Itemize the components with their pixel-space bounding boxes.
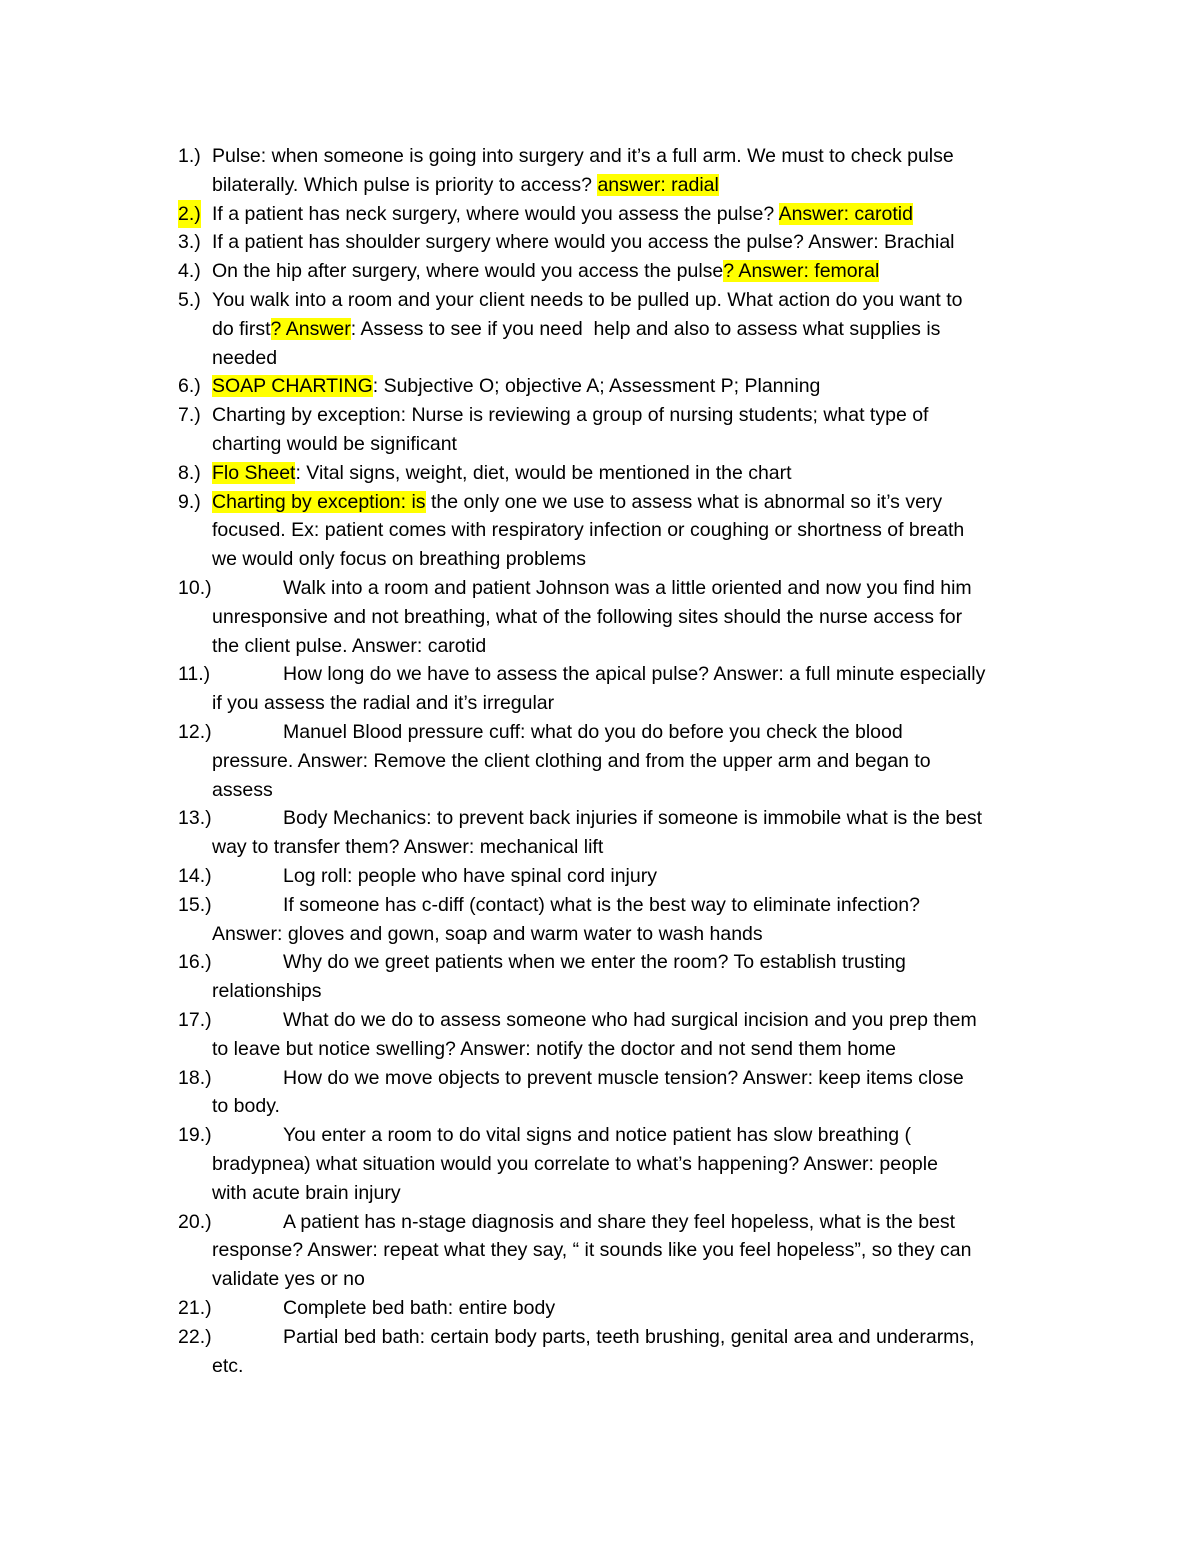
list-item-number: 13.) (178, 807, 212, 830)
list-item-text-line (212, 401, 928, 430)
text-segment: the client pulse. Answer: carotid (212, 634, 487, 657)
list-item-text-line (283, 718, 903, 747)
text-segment: You walk into a room and your client needs to be pulled up. What action do you want to (212, 289, 963, 311)
text-segment: assess (212, 778, 273, 801)
text-segment: Complete bed bath: entire body (283, 1297, 556, 1319)
list-item-number: 16.) (178, 951, 212, 974)
list-item-text-line (212, 1179, 401, 1208)
list-item-number: 17.) (178, 1009, 212, 1031)
text-segment: Pulse: when someone is going into surgery and it’s a full arm. We must to check pulse (212, 145, 954, 167)
list-item-text-line (212, 315, 940, 344)
text-segment: Charting by exception: Nurse is reviewing a group of nursing students; what type of (212, 404, 929, 427)
list-item-text-line (212, 1035, 896, 1064)
list-item-text-line (212, 142, 954, 171)
list-item-text-line (212, 257, 879, 286)
list-item-text-line (212, 545, 586, 574)
list-item-text-line (212, 747, 931, 776)
list-item-text-line (283, 574, 972, 603)
text-segment: Body Mechanics: to prevent back injuries if someone is immobile what is the best (283, 807, 983, 830)
text-segment: If a patient has shoulder surgery where would you access the pulse? Answer: Brachial (212, 231, 955, 254)
list-item-number: 20.) (178, 1210, 212, 1233)
highlighted-text: ? Answer (270, 317, 351, 340)
list-item-number: 3.) (178, 231, 201, 254)
highlighted-text: ? Answer: femoral (723, 260, 880, 283)
text-segment: You enter a room to do vital signs and notice patient has slow breathing ( (283, 1124, 911, 1147)
list-item-text-line (212, 459, 792, 488)
list-item-number: 14.) (178, 865, 212, 887)
text-segment: with acute brain injury (212, 1181, 401, 1204)
text-segment: bilaterally. Which pulse is priority to access? (212, 173, 598, 196)
highlighted-text: answer: radial (597, 173, 719, 196)
list-item-text-line (212, 632, 486, 661)
list-item-number: 10.) (178, 577, 212, 599)
list-item-text-line (283, 862, 657, 891)
list-item-text-line (212, 200, 913, 229)
list-item-text-line (212, 776, 273, 805)
list-item-number: 6.) (178, 375, 201, 398)
list-item-number: 21.) (178, 1297, 212, 1319)
list-item-text-line (212, 1150, 938, 1179)
text-segment: to leave but notice swelling? Answer: notify the doctor and not send them home (212, 1037, 896, 1060)
list-item-text-line (283, 804, 982, 833)
list-item-text-line (212, 372, 820, 401)
text-segment: Partial bed bath: certain body parts, teeth brushing, genital area and underarms, (283, 1325, 975, 1348)
list-item-text-line (283, 1006, 977, 1035)
list-item-text-line (212, 689, 554, 718)
list-item-number: 12.) (178, 721, 212, 743)
text-segment: Why do we greet patients when we enter the room? To establish trusting (283, 951, 906, 974)
highlighted-text: Flo Sheet (212, 461, 296, 484)
text-segment: relationships (212, 980, 322, 1003)
list-item-text-line (212, 977, 321, 1006)
text-segment: On the hip after surgery, where would you access the pulse (212, 260, 724, 283)
list-item-number: 7.) (178, 404, 201, 427)
text-segment: A patient has n-stage diagnosis and share they feel hopeless, what is the best (283, 1210, 956, 1233)
text-segment: response? Answer: repeat what they say, “ it sounds like you feel hopeless”, so they can (212, 1239, 972, 1262)
list-item-text-line (212, 920, 763, 949)
list-item-text-line (212, 228, 955, 257)
list-item-text-line (212, 1092, 280, 1121)
list-item-number: 9.) (178, 490, 201, 513)
list-item-text-line (212, 516, 964, 545)
text-segment: What do we do to assess someone who had surgical incision and you prep them (283, 1009, 977, 1031)
list-item-text-line (212, 1352, 243, 1381)
list-item-text-line (212, 1236, 971, 1265)
text-segment: Log roll: people who have spinal cord injury (283, 865, 657, 887)
text-segment: charting would be significant (212, 432, 457, 455)
text-segment: the only one we use to assess what is abnormal so it’s very (425, 490, 943, 513)
list-item-text-line (283, 1294, 555, 1323)
text-segment: do first (212, 317, 271, 340)
text-segment: to body. (212, 1095, 280, 1118)
highlighted-text: SOAP CHARTING (212, 375, 373, 398)
text-segment: we would only focus on breathing problems (212, 548, 586, 571)
list-item-text-line (212, 488, 942, 517)
list-item-number: 18.) (178, 1066, 212, 1089)
list-item-number: 15.) (178, 893, 212, 916)
list-item-text-line (283, 891, 920, 920)
list-item-text-line (283, 660, 985, 689)
list-item-text-line (212, 1265, 365, 1294)
list-item-text-line (283, 1208, 955, 1237)
text-segment: If someone has c-diff (contact) what is the best way to eliminate infection? (283, 893, 920, 916)
list-item-number: 1.) (178, 145, 201, 167)
text-segment: : Subjective O; objective A; Assessment P; Planning (372, 375, 821, 398)
text-segment: bradypnea) what situation would you correlate to what’s happening? Answer: people (212, 1152, 938, 1175)
list-item-text-line (212, 286, 963, 315)
list-item-number: 11.) (178, 663, 211, 686)
text-segment: if you assess the radial and it’s irregular (212, 692, 555, 715)
highlighted-text: Answer: carotid (778, 202, 913, 225)
text-segment: If a patient has neck surgery, where would you assess the pulse? (212, 202, 779, 225)
list-item-number: 8.) (178, 461, 201, 484)
list-item-text-line (283, 1323, 975, 1352)
text-segment: unresponsive and not breathing, what of the following sites should the nurse access for (212, 605, 963, 628)
list-item-number: 4.) (178, 260, 201, 283)
text-segment: How long do we have to assess the apical pulse? Answer: a full minute especially (283, 663, 986, 686)
list-item-number: 5.) (178, 289, 201, 311)
list-item-text-line (283, 1121, 911, 1150)
text-segment: Walk into a room and patient Johnson was a little oriented and now you find him (283, 577, 972, 599)
list-item-text-line (283, 948, 906, 977)
list-item-number: 2.) (178, 200, 201, 229)
text-segment: : Vital signs, weight, diet, would be mentioned in the chart (295, 461, 792, 484)
text-segment: : Assess to see if you need help and also to assess what supplies is (350, 317, 941, 340)
text-segment: Answer: gloves and gown, soap and warm water to wash hands (212, 922, 763, 945)
highlighted-text: Charting by exception: is (212, 490, 426, 513)
list-item-text-line (212, 833, 603, 862)
text-segment: pressure. Answer: Remove the client clothing and from the upper arm and began to (212, 749, 931, 772)
text-segment: How do we move objects to prevent muscle tension? Answer: keep items close (283, 1066, 964, 1089)
list-item-number: 22.) (178, 1325, 212, 1348)
text-segment: validate yes or no (212, 1268, 365, 1291)
text-segment: Manuel Blood pressure cuff: what do you do before you check the blood (283, 721, 903, 743)
list-item-text-line (283, 1064, 964, 1093)
list-item-text-line (212, 603, 962, 632)
text-segment: way to transfer them? Answer: mechanical lift (212, 836, 604, 859)
text-segment: etc. (212, 1354, 244, 1377)
list-item-number: 19.) (178, 1124, 212, 1147)
text-segment: needed (212, 346, 278, 369)
text-segment: focused. Ex: patient comes with respiratory infection or coughing or shortness of breath (212, 519, 965, 542)
list-item-text-line (212, 430, 457, 459)
list-item-text-line (212, 344, 277, 373)
list-item-text-line (212, 171, 719, 200)
